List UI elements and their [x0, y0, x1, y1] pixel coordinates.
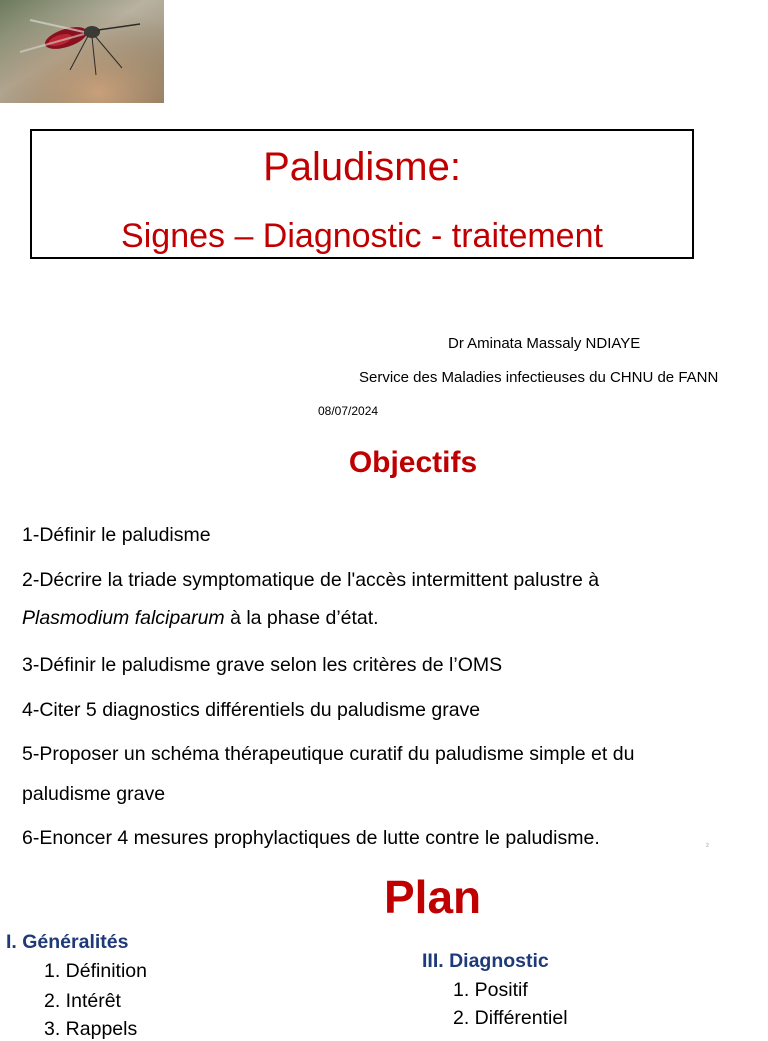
page-number: 2 — [706, 843, 709, 849]
objective-item: 5-Proposer un schéma thérapeutique curatif du paludisme simple et du — [22, 743, 635, 765]
objective-item-continued: paludisme grave — [22, 783, 166, 805]
objective-item: 1-Définir le paludisme — [22, 524, 211, 546]
plan-item: 2. Différentiel — [453, 1007, 568, 1029]
author-name: Dr Aminata Massaly NDIAYE — [448, 335, 641, 352]
plan-item: 1. Positif — [453, 979, 528, 1001]
title-box — [30, 129, 694, 259]
plan-item: 2. Intérêt — [44, 990, 121, 1012]
presentation-date: 08/07/2024 — [318, 404, 379, 418]
plan-section-title: III. Diagnostic — [422, 950, 549, 972]
objective-item: 6-Enoncer 4 mesures prophylactiques de lutte contre le paludisme. — [22, 827, 600, 849]
mosquito-photo — [0, 0, 164, 103]
objective-item-continued — [22, 607, 379, 630]
presentation-title: Paludisme: — [263, 145, 461, 189]
plan-section-title: I. Généralités — [6, 931, 129, 953]
mosquito-image — [0, 0, 164, 103]
objective-item: 3-Définir le paludisme grave selon les critères de l’OMS — [22, 654, 503, 676]
service-name: Service des Maladies infectieuses du CHNU de FANN — [359, 369, 719, 386]
objectives-heading: Objectifs — [348, 446, 478, 479]
plan-heading: Plan — [384, 871, 482, 923]
objective-item: 4-Citer 5 diagnostics différentiels du paludisme grave — [22, 699, 481, 721]
plan-item: 1. Définition — [44, 960, 147, 982]
plan-item: 3. Rappels — [44, 1018, 138, 1040]
objective-item: 2-Décrire la triade symptomatique de l'accès intermittent palustre à — [22, 569, 600, 591]
objective-item-tail: à la phase d’état. — [224, 607, 379, 629]
species-name: Plasmodium falciparum — [22, 607, 225, 629]
presentation-subtitle: Signes – Diagnostic - traitement — [121, 217, 603, 255]
